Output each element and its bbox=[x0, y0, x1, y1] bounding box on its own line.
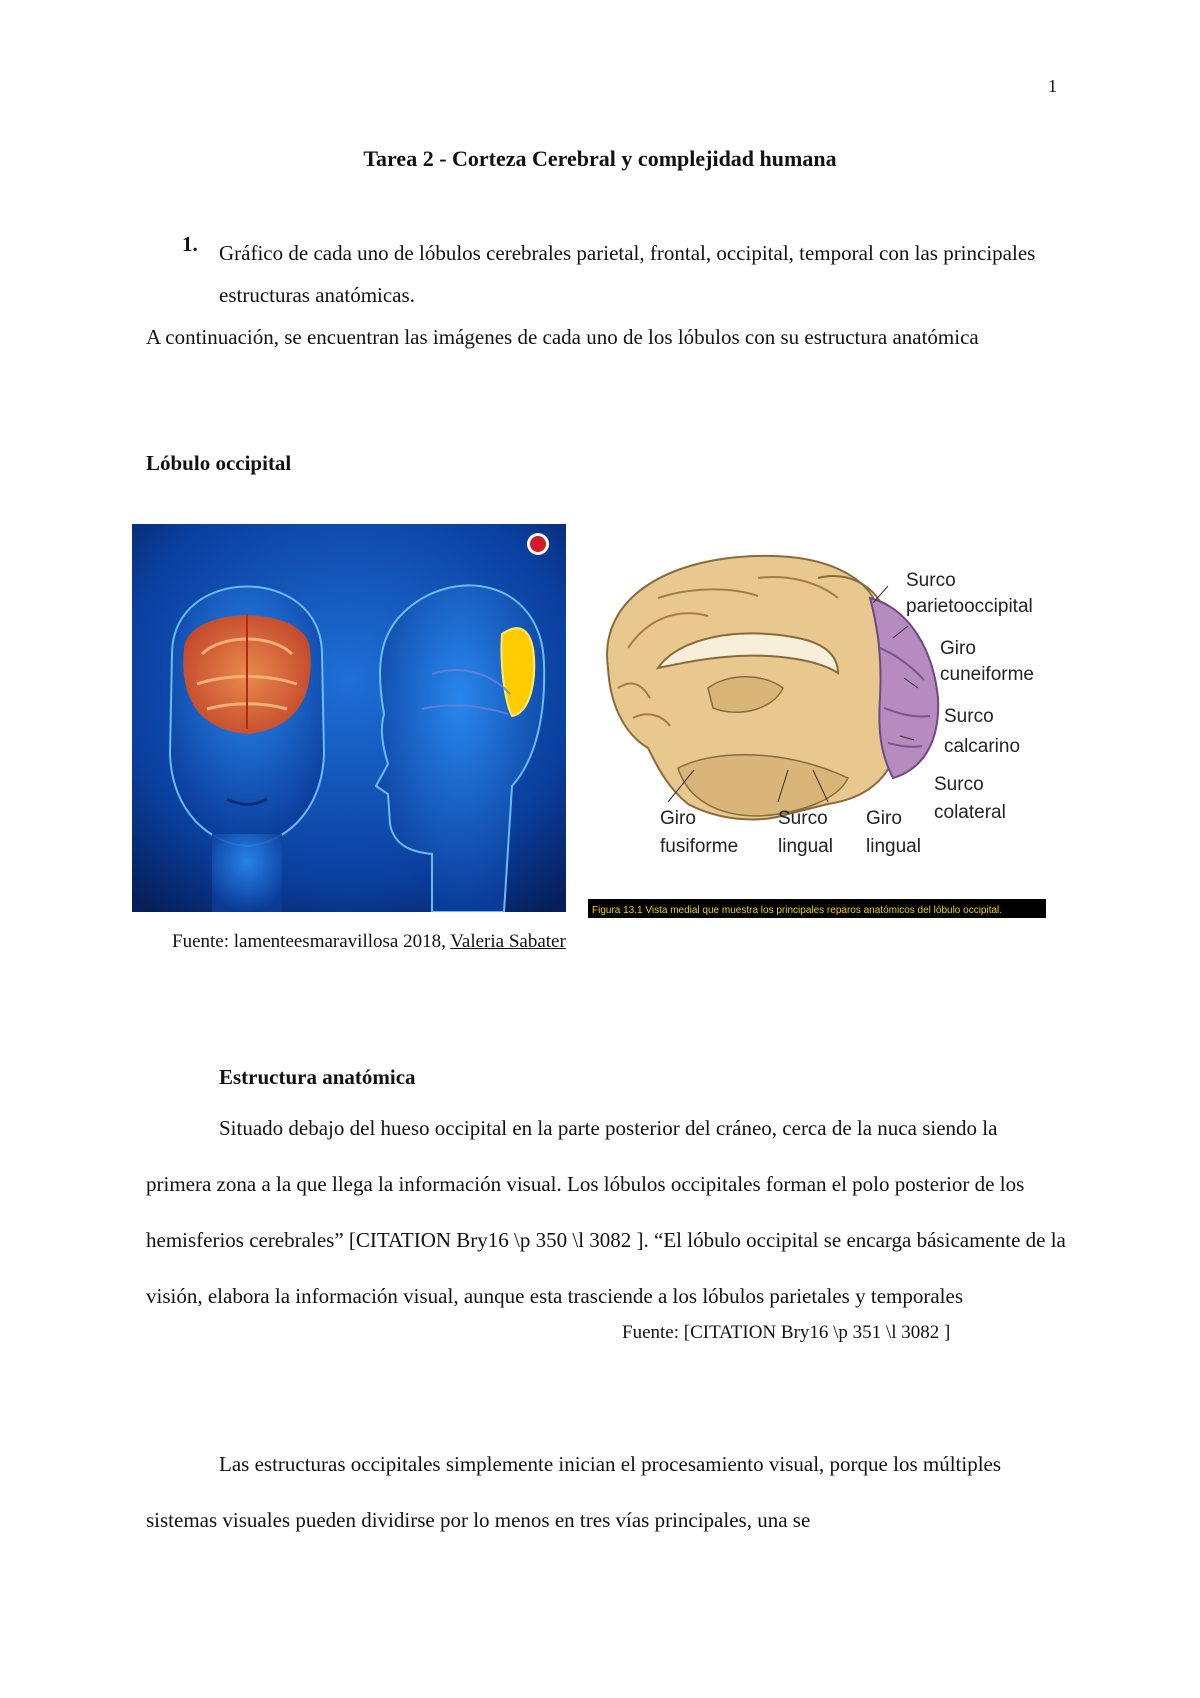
label-giro-fus-2: fusiforme bbox=[660, 836, 739, 857]
section-heading: Lóbulo occipital bbox=[146, 451, 292, 475]
paragraph-1 bbox=[146, 1100, 1066, 1324]
figure-medial-brain-image bbox=[588, 538, 1046, 918]
figure1-caption bbox=[172, 922, 592, 962]
list-item-text: Gráfico de cada uno de lóbulos cerebrales parietal, frontal, occipital, temporal con las principales estructuras anatómicas. bbox=[219, 241, 1036, 307]
label-giro-fus-1: Giro bbox=[660, 808, 696, 829]
label-giro-ling-2: lingual bbox=[866, 836, 921, 857]
intro-paragraph: A continuación, se encuentran las imágenes de cada uno de los lóbulos con su estructura anatómica bbox=[146, 325, 979, 349]
label-giro-cune-2: cuneiforme bbox=[940, 664, 1034, 685]
figure1-caption-link[interactable]: Valeria Sabater bbox=[450, 931, 566, 952]
inline-source-note: Fuente: [CITATION Bry16 \p 351 \l 3082 ] bbox=[622, 1322, 951, 1343]
figure-heads-image bbox=[132, 524, 566, 912]
label-giro-cune-1: Giro bbox=[940, 638, 976, 659]
medial-brain-diagram bbox=[588, 538, 1046, 918]
page-number: 1 bbox=[1048, 76, 1057, 96]
label-giro-ling-1: Giro bbox=[866, 808, 902, 829]
label-surco-parieto-1: Surco bbox=[906, 570, 956, 591]
label-surco-ling-2: lingual bbox=[778, 836, 833, 857]
label-surco-calc-2: calcarino bbox=[944, 736, 1021, 757]
label-surco-col-1: Surco bbox=[934, 774, 984, 795]
figure1-caption-prefix: Fuente: lamenteesmaravillosa 2018, bbox=[172, 931, 446, 952]
list-item-number: 1. bbox=[182, 232, 198, 256]
label-surco-col-2: colateral bbox=[934, 802, 1006, 823]
label-surco-parieto-2: parietooccipital bbox=[906, 596, 1033, 617]
figure-caption-text: Figura 13.1 Vista medial que muestra los principales reparos anatómicos del lóbulo occipital. bbox=[592, 905, 1003, 916]
paragraph-1-text: Situado debajo del hueso occipital en la parte posterior del cráneo, cerca de la nuca siendo la primera zona a la que llega la información visual. Los lóbulos occipitales forman el polo posterior de los hemisferios cerebrales” [CITATION Bry16 \p 350 \l 3082 ]. “El lóbulo occipital se encarga básicamente de la visión, elabora la información visual, aunque esta trasciende a los lóbulos parietales y temporales bbox=[146, 1116, 1066, 1308]
label-surco-ling-1: Surco bbox=[778, 808, 828, 829]
paragraph-2: Las estructuras occipitales simplemente inician el procesamiento visual, porque los múltiples sistemas visuales pueden dividirse por lo menos en tres vías principales, una se bbox=[146, 1452, 1002, 1532]
subheading-estructura: Estructura anatómica bbox=[219, 1065, 416, 1089]
document-title: Tarea 2 - Corteza Cerebral y complejidad humana bbox=[363, 146, 837, 171]
heads-illustration bbox=[132, 524, 566, 912]
label-surco-calc-1: Surco bbox=[944, 706, 994, 727]
